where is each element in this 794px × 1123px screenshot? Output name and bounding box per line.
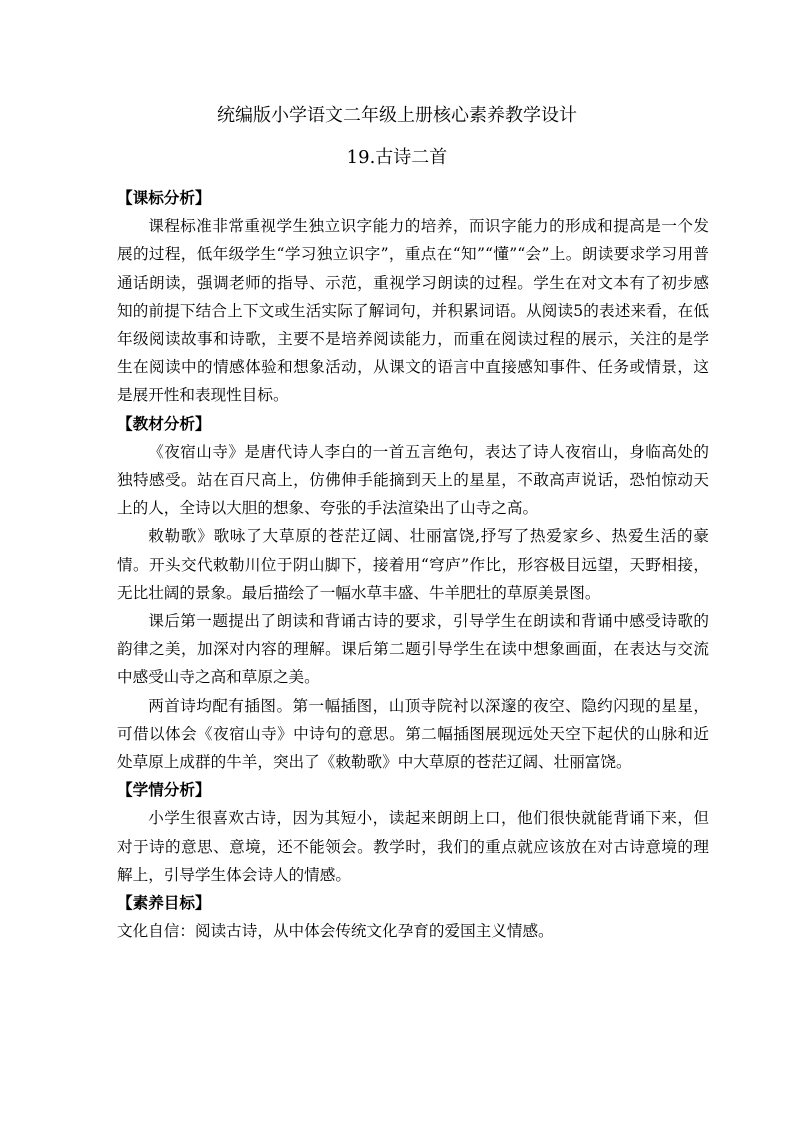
document-subtitle: 19.古诗二首 — [346, 147, 448, 168]
paragraph: 小学生很喜欢古诗，因为其短小，读起来朗朗上口，他们很快就能背诵下来，但对于诗的意思、意境，还不能领会。教学时，我们的重点就应该放在对古诗意境的理解上，引导学生体会诗人的情感。 — [117, 809, 709, 884]
section-heading-learners: 【学情分析】 — [117, 780, 211, 800]
section-heading-textbook: 【教材分析】 — [117, 413, 211, 433]
paragraph: 《夜宿山寺》是唐代诗人李白的一首五言绝句，表达了诗人夜宿山，身临高处的独特感受。站在百尺高上，仿佛伸手能摘到天上的星星，不敢高声说话，恐怕惊动天上的人，全诗以大胆的想象、夸张的手法渲染出了山寺之高。 — [117, 442, 709, 518]
paragraph: 敕勒歌》歌咏了大草原的苍茫辽阔、壮丽富饶,抒写了热爱家乡、热爱生活的豪情。开头交代敕勒川位于阴山脚下，接着用“穹庐”作比，形容极目远望，天野相接，无比壮阔的景象。最后描绘了一幅水草丰盛、牛羊肥壮的草原美景图。 — [117, 527, 709, 602]
document-title: 统编版小学语文二年级上册核心素养教学设计 — [217, 105, 577, 126]
goal-line: 文化自信：阅读古诗，从中体会传统文化孕育的爱国主义情感。 — [117, 922, 554, 941]
paragraph: 两首诗均配有插图。第一幅插图，山顶寺院衬以深邃的夜空、隐约闪现的星星，可借以体会《夜宿山寺》中诗句的意思。第二幅插图展现远处天空下起伏的山脉和近处草原上成群的牛羊，突出了《敕勒歌》中大草原的苍茫辽阔、壮丽富饶。 — [117, 696, 709, 772]
section-heading-curriculum: 【课标分析】 — [117, 188, 211, 207]
document-body — [117, 184, 709, 945]
paragraph: 课程标准非常重视学生独立识字能力的培养，而识字能力的形成和提高是一个发展的过程，低年级学生“学习独立识字”，重点在“知”“懂”“会”上。朗读要求学习用普通话朗读，强调老师的指导、示范，重视学习朗读的过程。学生在对文本有了初步感知的前提下结合上下文或生活实际了解词句，并积累词语。从阅读5的表述来看，在低年级阅读故事和诗歌，主要不是培养阅读能力，而重在阅读过程的展示，关注的是学生在阅读中的情感体验和想象活动，从课文的语言中直接感知事件、任务或情景，这是展开性和表现性目标。 — [117, 217, 709, 405]
paragraph: 课后第一题提出了朗读和背诵古诗的要求，引导学生在朗读和背诵中感受诗歌的韵律之美，加深对内容的理解。课后第二题引导学生在读中想象画面，在表达与交流中感受山寺之高和草原之美。 — [117, 612, 709, 687]
section-heading-goals: 【素养目标】 — [117, 893, 211, 913]
